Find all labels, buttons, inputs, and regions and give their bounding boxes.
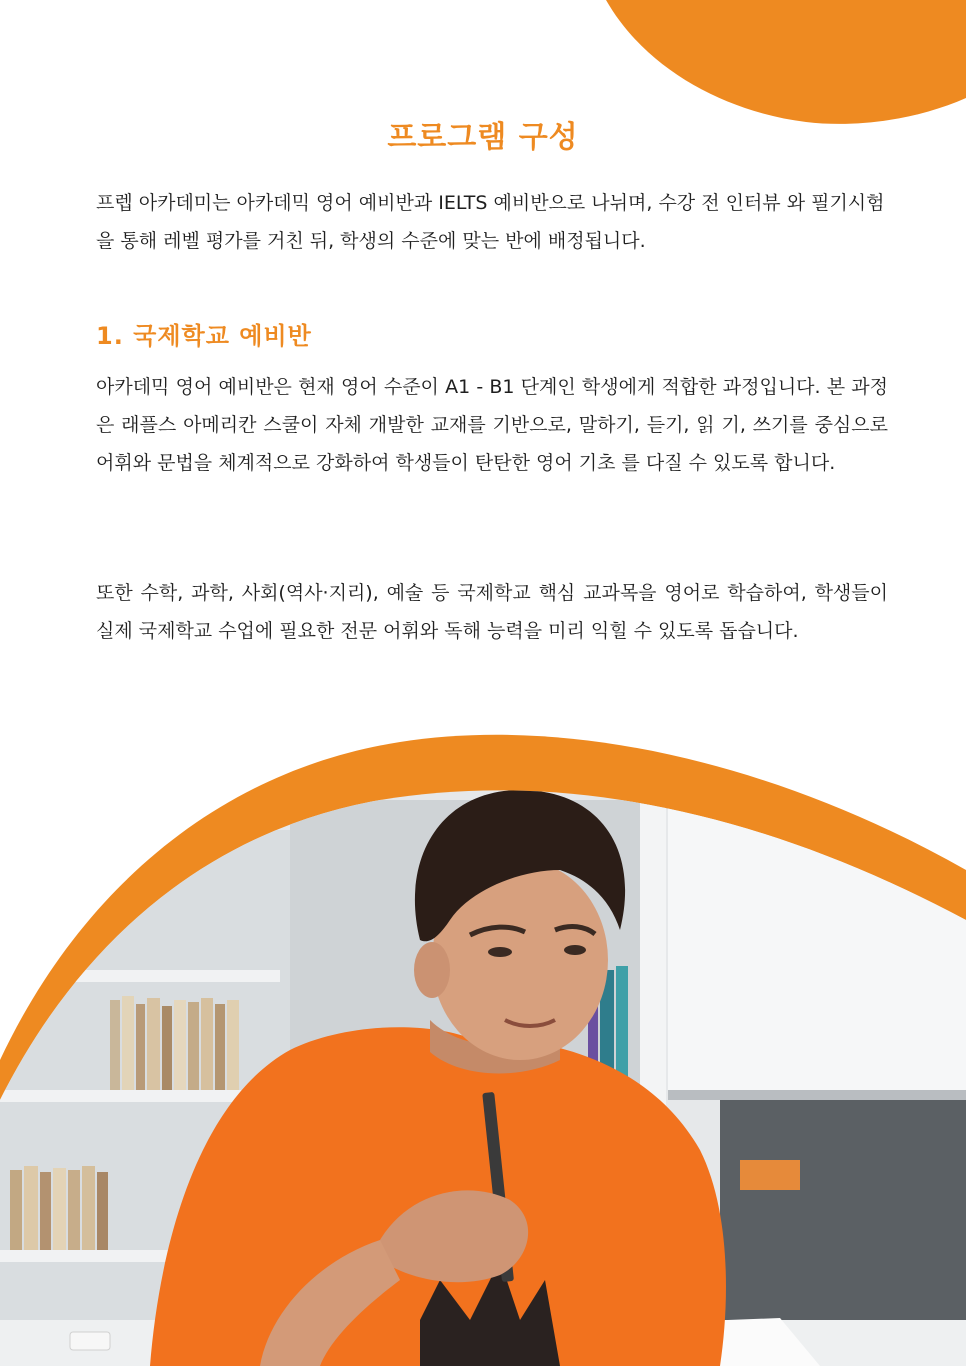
section-paragraph-1: 아카데믹 영어 예비반은 현재 영어 수준이 A1 - B1 단계인 학생에게 적합한 과정입니다. 본 과정은 래플스 아메리칸 스쿨이 자체 개발한 교재를 기반으로, 말하기, 듣기, 읽 기, 쓰기를 중심으로 어휘와 문법을 체계적으로 강화하여 학생들이 탄탄한 영어 기초 를 다질 수 있도록 합니다. bbox=[96, 376, 888, 474]
page-title: 프로그램 구성 bbox=[387, 120, 579, 155]
section-heading: 1. 국제학교 예비반 bbox=[96, 322, 312, 350]
classroom-photo bbox=[0, 720, 966, 1366]
intro-paragraph: 프렙 아카데미는 아카데믹 영어 예비반과 IELTS 예비반으로 나뉘며, 수강 전 인터뷰 와 필기시험을 통해 레벨 평가를 거친 뒤, 학생의 수준에 맞는 반에 배정됩니다. bbox=[96, 192, 885, 252]
section-paragraph-2: 또한 수학, 과학, 사회(역사·지리), 예술 등 국제학교 핵심 교과목을 영어로 학습하여, 학생들이 실제 국제학교 수업에 필요한 전문 어휘와 독해 능력을 미리 익힐 수 있도록 돕습니다. bbox=[96, 582, 888, 642]
top-orange-blob-decoration bbox=[606, 0, 966, 130]
